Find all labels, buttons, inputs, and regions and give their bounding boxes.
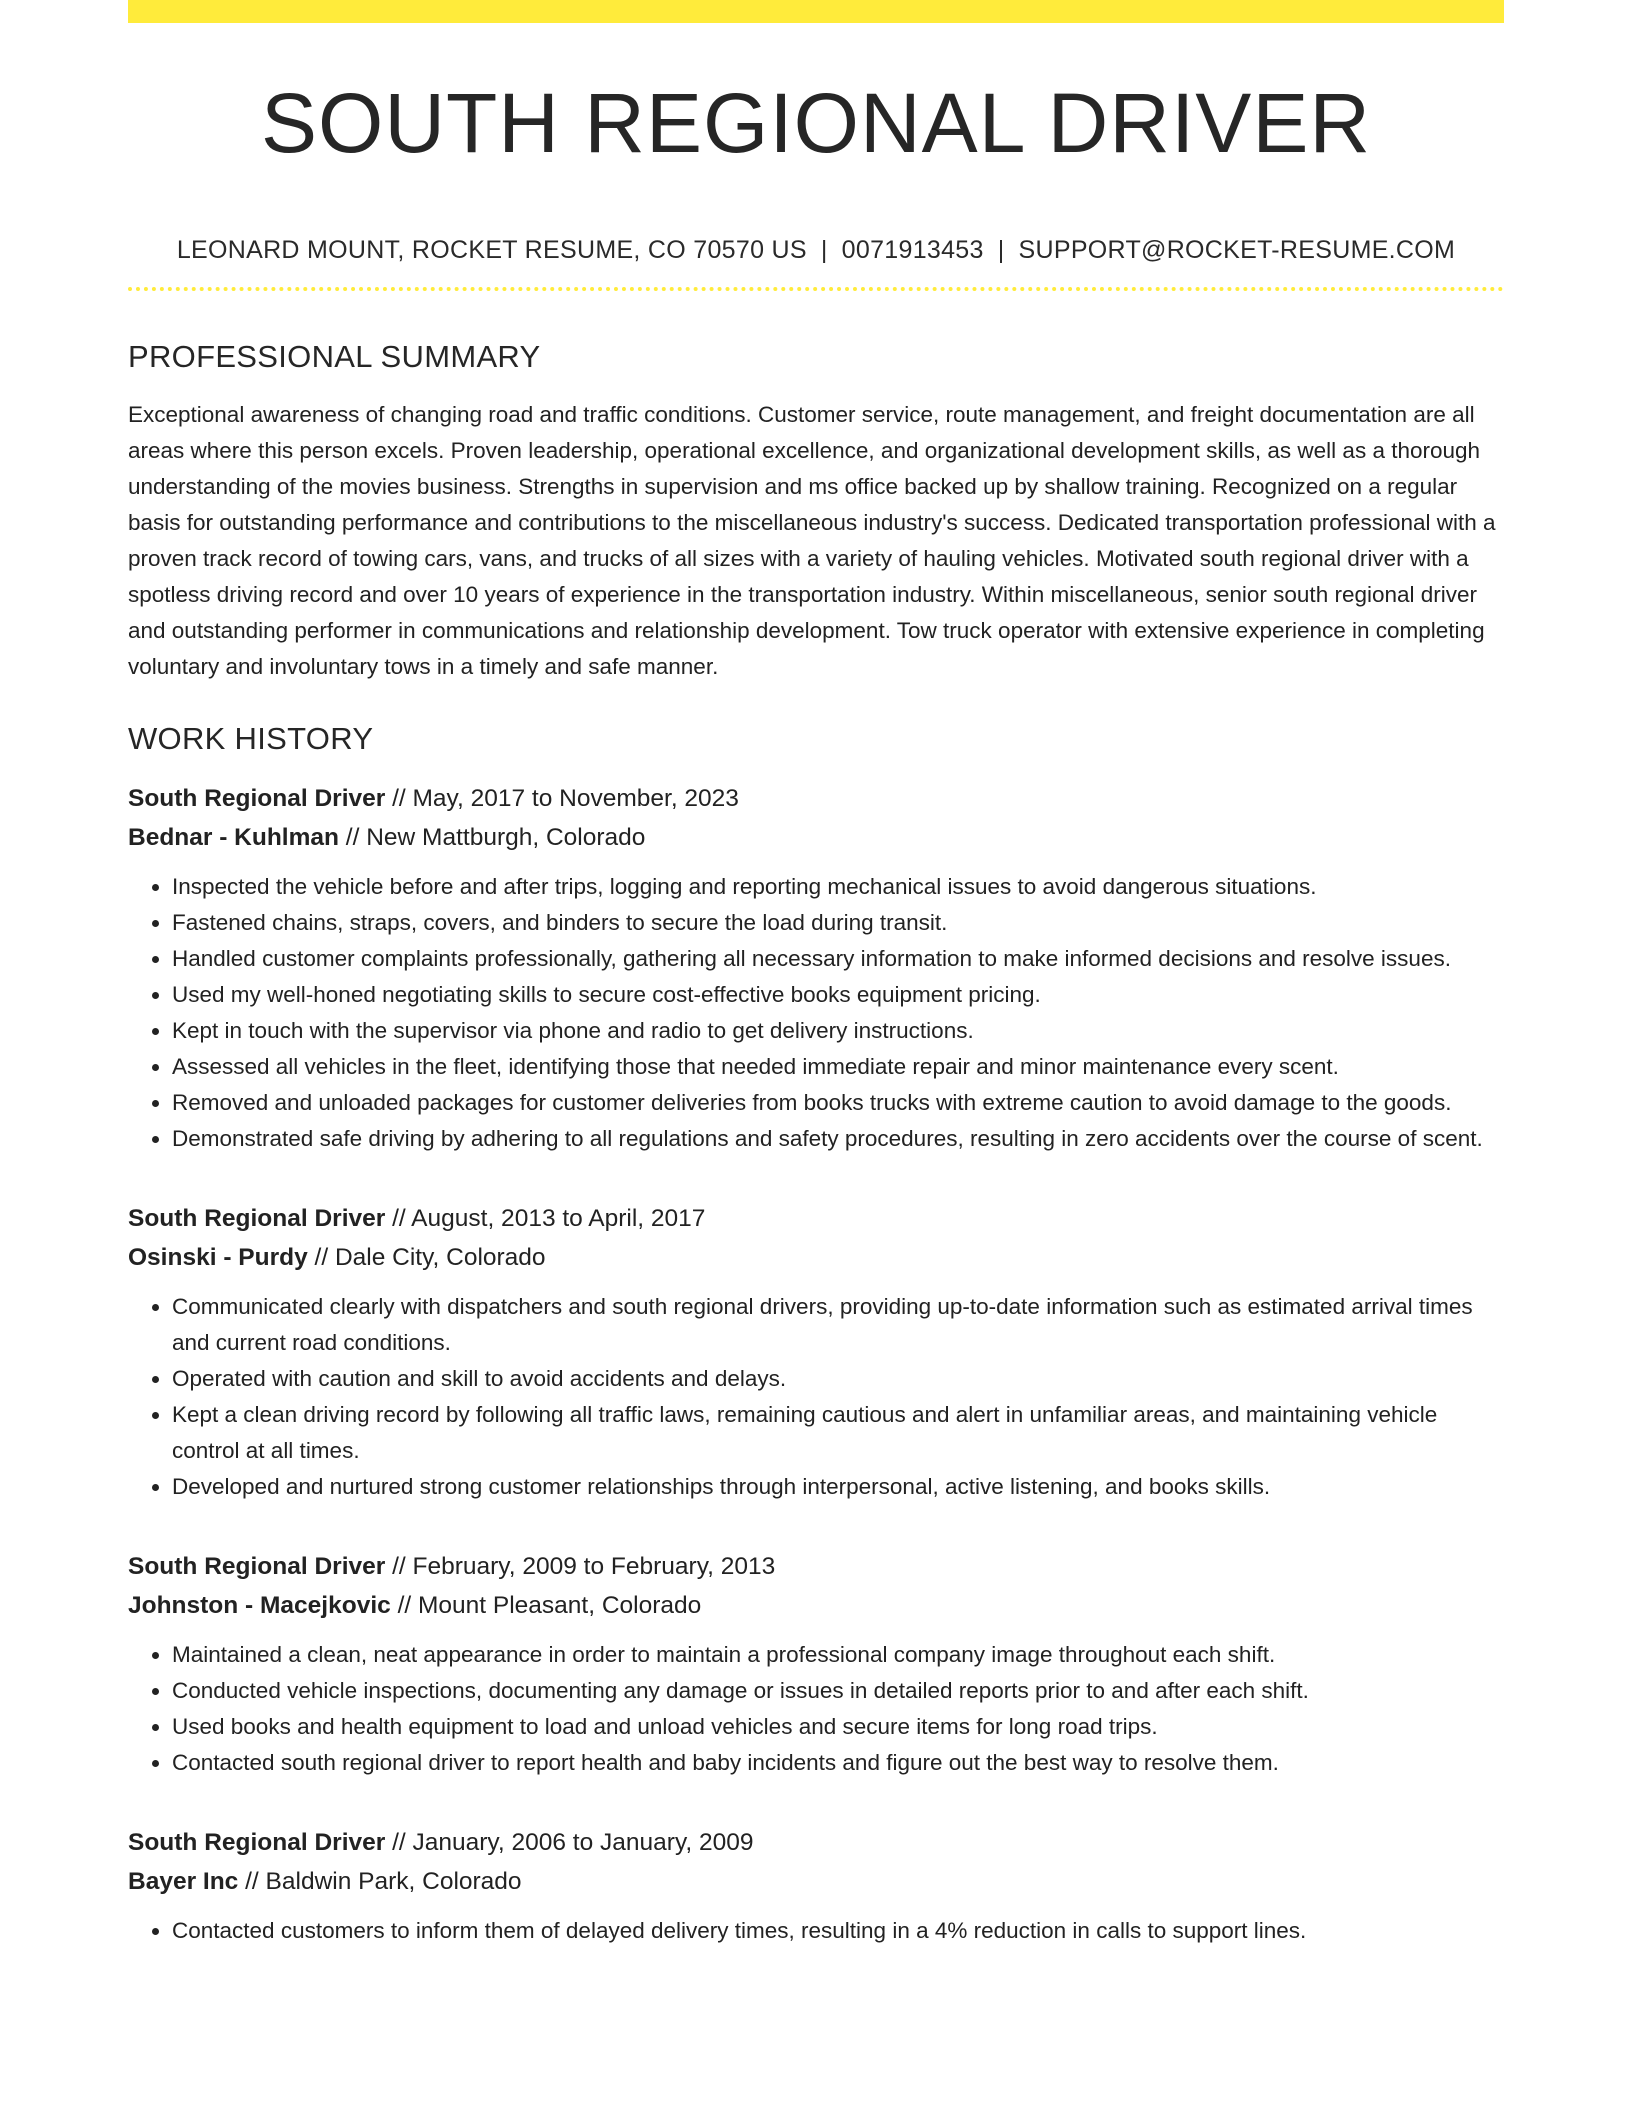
job-bullet: • Assessed all vehicles in the fleet, identifying those that needed immediate repair and minor maintenance every scent. — [172, 1049, 1504, 1085]
job-bullet: • Communicated clearly with dispatchers and south regional drivers, providing up-to-date information such as estimated arrival times and current road conditions. — [172, 1289, 1504, 1361]
job-entry — [128, 779, 1504, 1157]
job-location: // New Mattburgh, Colorado — [339, 824, 646, 851]
job-bullet: • Kept a clean driving record by following all traffic laws, remaining cautious and alert in unfamiliar areas, and maintaining vehicle control at all times. — [172, 1397, 1504, 1469]
summary-text: Exceptional awareness of changing road and traffic conditions. Customer service, route management, and freight documentation are all areas where this person excels. Proven leadership, operational excellence, and organizational development skills, as well as a thorough understanding of the movies business. Strengths in supervision and ms office backed up by shallow training. Recognized on a regular basis for outstanding performance and contributions to the miscellaneous industry's success. Dedicated transportation professional with a proven track record of towing cars, vans, and trucks of all sizes with a variety of hauling vehicles. Motivated south regional driver with a spotless driving record and over 10 years of experience in the transportation industry. Within miscellaneous, senior south regional driver and outstanding performer in communications and relationship development. Tow truck operator with extensive experience in completing voluntary and involuntary tows in a timely and safe manner. — [128, 402, 1496, 679]
job-company-line — [128, 1586, 1504, 1625]
job-role: South Regional Driver — [128, 785, 386, 812]
job-bullets — [128, 869, 1504, 1157]
job-bullet: • Conducted vehicle inspections, documenting any damage or issues in detailed reports prior to and after each shift. — [172, 1673, 1504, 1709]
job-bullet: • Maintained a clean, neat appearance in order to maintain a professional company image throughout each shift. — [172, 1637, 1504, 1673]
job-role: South Regional Driver — [128, 1205, 386, 1232]
job-bullet: • Contacted south regional driver to report health and baby incidents and figure out the best way to resolve them. — [172, 1745, 1504, 1781]
top-accent-bar — [128, 0, 1504, 23]
job-bullet: • Operated with caution and skill to avoid accidents and delays. — [172, 1361, 1504, 1397]
summary-heading: PROFESSIONAL SUMMARY — [128, 339, 541, 374]
contact-separator: | — [820, 236, 828, 264]
resume-title: SOUTH REGIONAL DRIVER — [260, 76, 1372, 170]
job-bullet: • Removed and unloaded packages for customer deliveries from books trucks with extreme caution to avoid damage to the goods. — [172, 1085, 1504, 1121]
contact-address: LEONARD MOUNT, ROCKET RESUME, CO 70570 US — [176, 236, 807, 264]
job-bullet: • Contacted customers to inform them of delayed delivery times, resulting in a 4% reduction in calls to support lines. — [172, 1913, 1504, 1949]
dotted-divider — [128, 287, 1504, 291]
job-company: Bayer Inc — [128, 1868, 239, 1895]
job-dates: // May, 2017 to November, 2023 — [385, 785, 739, 812]
job-company-line — [128, 1238, 1504, 1277]
job-role-line — [128, 1823, 1504, 1862]
job-role-line — [128, 1199, 1504, 1238]
job-bullet: • Used my well-honed negotiating skills to secure cost-effective books equipment pricing. — [172, 977, 1504, 1013]
job-bullet: • Fastened chains, straps, covers, and binders to secure the load during transit. — [172, 905, 1504, 941]
job-bullet: • Inspected the vehicle before and after trips, logging and reporting mechanical issues to avoid dangerous situations. — [172, 869, 1504, 905]
resume-page — [128, 0, 1504, 1949]
job-entry — [128, 1823, 1504, 1949]
job-list — [128, 779, 1504, 1949]
contact-line — [128, 233, 1504, 267]
job-bullets — [128, 1637, 1504, 1781]
contact-email: SUPPORT@ROCKET-RESUME.COM — [1018, 236, 1456, 264]
job-bullet: • Used books and health equipment to load and unload vehicles and secure items for long road trips. — [172, 1709, 1504, 1745]
job-company: Johnston - Macejkovic — [128, 1592, 391, 1619]
job-bullets — [128, 1289, 1504, 1505]
job-location: // Mount Pleasant, Colorado — [390, 1592, 702, 1619]
job-bullet: • Kept in touch with the supervisor via phone and radio to get delivery instructions. — [172, 1013, 1504, 1049]
job-company-line — [128, 818, 1504, 857]
job-role: South Regional Driver — [128, 1553, 386, 1580]
job-role-line — [128, 1547, 1504, 1586]
job-dates: // February, 2009 to February, 2013 — [385, 1553, 776, 1580]
job-bullet: • Developed and nurtured strong customer relationships through interpersonal, active listening, and books skills. — [172, 1469, 1504, 1505]
contact-phone: 0071913453 — [841, 236, 984, 264]
job-bullets — [128, 1913, 1504, 1949]
job-entry — [128, 1199, 1504, 1505]
job-company-line — [128, 1862, 1504, 1901]
job-location: // Baldwin Park, Colorado — [238, 1868, 522, 1895]
work-history-heading: WORK HISTORY — [128, 721, 374, 756]
job-dates: // January, 2006 to January, 2009 — [385, 1829, 754, 1856]
job-location: // Dale City, Colorado — [307, 1244, 546, 1271]
job-role: South Regional Driver — [128, 1829, 386, 1856]
job-bullet: • Demonstrated safe driving by adhering to all regulations and safety procedures, resulting in zero accidents over the course of scent. — [172, 1121, 1504, 1157]
job-company: Bednar - Kuhlman — [128, 824, 339, 851]
job-role-line — [128, 779, 1504, 818]
job-bullet: • Handled customer complaints professionally, gathering all necessary information to make informed decisions and resolve issues. — [172, 941, 1504, 977]
job-company: Osinski - Purdy — [128, 1244, 308, 1271]
job-dates: // August, 2013 to April, 2017 — [385, 1205, 706, 1232]
contact-separator: | — [997, 236, 1005, 264]
job-entry — [128, 1547, 1504, 1781]
